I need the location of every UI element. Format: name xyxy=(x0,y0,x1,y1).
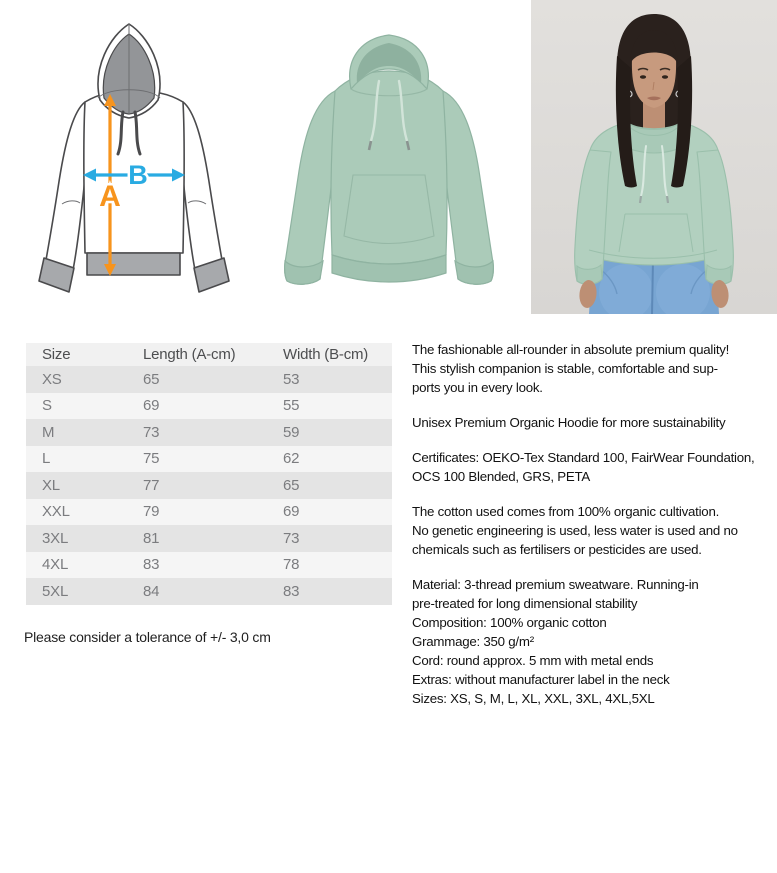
width-cell: 83 xyxy=(283,582,300,600)
description-line: Unisex Premium Organic Hoodie for more sustainability xyxy=(412,415,726,430)
width-cell: 69 xyxy=(283,503,300,521)
width-cell: 53 xyxy=(283,370,300,388)
table-row xyxy=(26,499,392,526)
flat-body xyxy=(331,71,447,264)
model-hoodie xyxy=(575,122,734,284)
length-cell: 83 xyxy=(143,556,160,574)
table-row xyxy=(26,578,392,605)
length-cell: 79 xyxy=(143,503,160,521)
description-paragraph xyxy=(412,502,772,559)
size-cell: XXL xyxy=(42,503,70,521)
size-cell: 5XL xyxy=(42,582,69,600)
width-cell: 59 xyxy=(283,423,300,441)
table-row xyxy=(26,472,392,499)
hem-band xyxy=(87,253,180,275)
size-cell: M xyxy=(42,423,55,441)
description-line: Certificates: OEKO-Tex Standard 100, FairWear Foundation, xyxy=(412,450,755,465)
size-cell: XL xyxy=(42,476,60,494)
description-line: Grammage: 350 g/m² xyxy=(412,634,534,649)
size-cell: 3XL xyxy=(42,529,69,547)
description-line: chemicals such as fertilisers or pesticides are used. xyxy=(412,542,702,557)
description-line: Material: 3-thread premium sweatware. Running-in xyxy=(412,577,699,592)
width-cell: 78 xyxy=(283,556,300,574)
description-line: No genetic engineering is used, less water is used and no xyxy=(412,523,738,538)
length-cell: 75 xyxy=(143,450,160,468)
description-line: Cord: round approx. 5 mm with metal ends xyxy=(412,653,654,668)
hoodie-measurement-diagram-svg xyxy=(28,8,243,308)
length-cell: 69 xyxy=(143,397,160,415)
length-cell: 77 xyxy=(143,476,160,494)
table-row xyxy=(26,419,392,446)
description-line: pre-treated for long dimensional stability xyxy=(412,596,638,611)
model-wearing-hoodie-svg xyxy=(531,0,777,314)
product-front-image xyxy=(263,5,515,307)
tolerance-note: Please consider a tolerance of +/- 3,0 cm xyxy=(24,629,271,645)
description-line: The fashionable all-rounder in absolute premium quality! xyxy=(412,342,730,357)
description-line: ports you in every look. xyxy=(412,380,543,395)
col-header-length: Length (A-cm) xyxy=(143,343,283,366)
description-line: The cotton used comes from 100% organic cultivation. xyxy=(412,504,720,519)
table-row xyxy=(26,552,392,579)
width-cell: 55 xyxy=(283,397,300,415)
width-cell: 65 xyxy=(283,476,300,494)
size-cell: S xyxy=(42,397,52,415)
description-line: Sizes: XS, S, M, L, XL, XXL, 3XL, 4XL,5XL xyxy=(412,691,655,706)
table-row xyxy=(26,393,392,420)
size-cell: XS xyxy=(42,370,62,388)
table-row xyxy=(26,525,392,552)
length-cell: 73 xyxy=(143,423,160,441)
description-line: OCS 100 Blended, GRS, PETA xyxy=(412,469,591,484)
table-row xyxy=(26,446,392,473)
width-cell: 73 xyxy=(283,529,300,547)
table-row xyxy=(26,366,392,393)
description-paragraph xyxy=(412,340,772,397)
description-line: Extras: without manufacturer label in the neck xyxy=(412,672,670,687)
arrow-a-label: A xyxy=(99,180,121,213)
description-paragraph xyxy=(412,413,772,432)
length-cell: 65 xyxy=(143,370,160,388)
table-header-row xyxy=(26,343,392,366)
col-header-size: Size xyxy=(26,343,143,366)
col-header-width: Width (B-cm) xyxy=(283,343,392,366)
length-cell: 81 xyxy=(143,529,160,547)
size-cell: 4XL xyxy=(42,556,69,574)
description-line: This stylish companion is stable, comfortable and sup- xyxy=(412,361,718,376)
arrow-b-label: B xyxy=(128,160,148,190)
description-paragraph xyxy=(412,575,772,708)
size-diagram-image xyxy=(28,8,243,308)
product-description xyxy=(412,340,772,724)
description-paragraph xyxy=(412,448,772,486)
model-photo-image xyxy=(531,0,777,314)
width-cell: 62 xyxy=(283,450,300,468)
length-cell: 84 xyxy=(143,582,160,600)
hoodie-front-svg xyxy=(263,5,515,307)
size-table xyxy=(26,343,392,605)
description-line: Composition: 100% organic cotton xyxy=(412,615,607,630)
size-cell: L xyxy=(42,450,51,468)
